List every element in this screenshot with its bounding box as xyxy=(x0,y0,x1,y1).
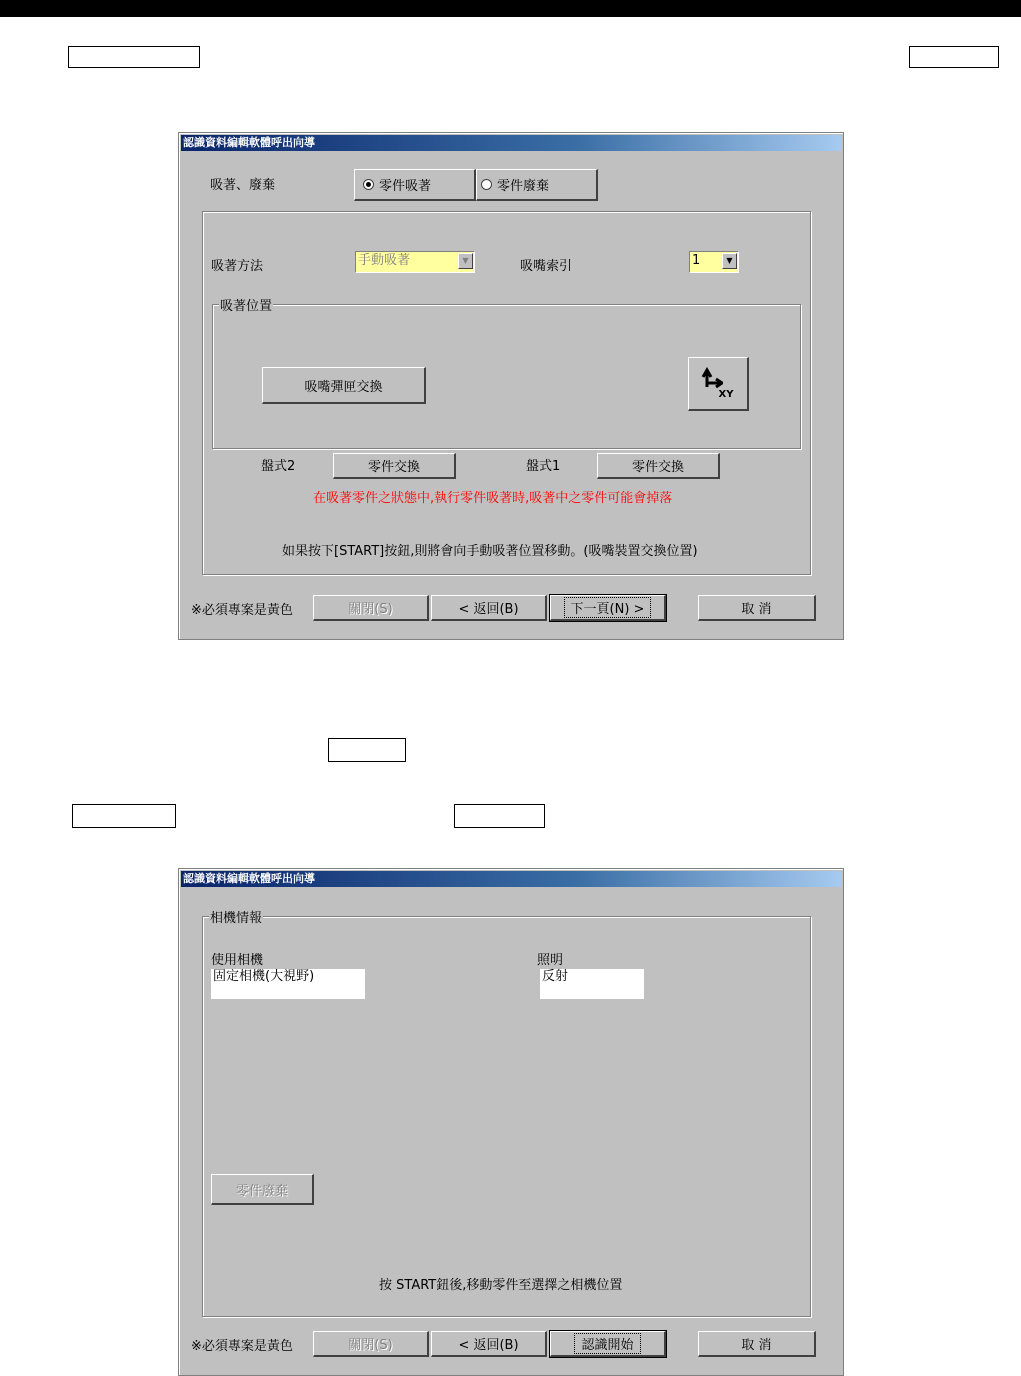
dialog-title: 認識資料編輯軟體呼出向導 xyxy=(181,135,841,151)
close-button[interactable]: 關閉(S) xyxy=(313,1331,429,1357)
tray2-exchange-button[interactable]: 零件交換 xyxy=(333,453,456,479)
tray2-label: 盤式2 xyxy=(261,459,296,474)
next-button-label: 下一頁(N) > xyxy=(564,597,652,618)
nozzle-index-label: 吸嘴索引 xyxy=(520,259,573,274)
radio-discard-label: 零件廢棄 xyxy=(497,179,550,194)
suction-method-label: 吸著方法 xyxy=(211,259,264,274)
radio-unselected-icon xyxy=(481,179,492,190)
suction-method-select[interactable] xyxy=(355,251,475,273)
xy-move-button[interactable] xyxy=(688,357,749,411)
back-button[interactable]: < 返回(B) xyxy=(431,1331,547,1357)
wizard-dialog-camera xyxy=(178,868,844,1376)
doc-label-box-5 xyxy=(454,804,545,828)
suction-discard-label: 吸著、廢棄 xyxy=(210,178,276,193)
next-button[interactable] xyxy=(550,595,666,621)
tray1-label: 盤式1 xyxy=(526,459,561,474)
dropdown-arrow-icon: ▼ xyxy=(722,253,737,269)
lighting-value: 反射 xyxy=(540,969,644,999)
radio-selected-icon xyxy=(363,179,374,190)
xy-arrow-icon xyxy=(701,367,723,389)
suction-position-title: 吸著位置 xyxy=(219,295,273,314)
doc-label-box-3 xyxy=(328,738,406,762)
required-note: ※必須專案是黃色 xyxy=(191,603,293,618)
dropdown-arrow-icon: ▼ xyxy=(458,253,473,269)
nozzle-index-select[interactable] xyxy=(689,251,739,273)
start-recognition-label: 認識開始 xyxy=(574,1333,640,1354)
nozzle-cartridge-button[interactable]: 吸嘴彈匣交換 xyxy=(262,367,426,404)
start-recognition-button[interactable] xyxy=(550,1331,666,1357)
warning-text: 在吸著零件之狀態中,執行零件吸著時,吸著中之零件可能會掉落 xyxy=(313,491,673,506)
required-note: ※必須專案是黃色 xyxy=(191,1339,293,1354)
info-text: 按 START鈕後,移動零件至選擇之相機位置 xyxy=(379,1278,623,1293)
xy-label: XY xyxy=(718,389,734,400)
radio-pick-label: 零件吸著 xyxy=(379,179,432,194)
discard-part-button[interactable]: 零件廢棄 xyxy=(211,1174,314,1205)
doc-label-box-1 xyxy=(68,46,200,68)
dialog-title: 認識資料編輯軟體呼出向導 xyxy=(181,871,841,887)
lighting-label: 照明 xyxy=(537,953,564,968)
top-black-bar xyxy=(0,0,1021,17)
camera-label: 使用相機 xyxy=(211,953,264,968)
close-button[interactable]: 關閉(S) xyxy=(313,595,429,621)
camera-info-title: 相機情報 xyxy=(209,907,263,926)
cancel-button[interactable]: 取 消 xyxy=(698,595,816,621)
info-text: 如果按下[START]按鈕,則將會向手動吸著位置移動。(吸嘴裝置交換位置) xyxy=(282,544,698,559)
nozzle-index-value: 1 xyxy=(692,253,701,268)
cancel-button[interactable]: 取 消 xyxy=(698,1331,816,1357)
doc-label-box-4 xyxy=(72,804,176,828)
wizard-dialog-pickup xyxy=(178,132,844,640)
doc-label-box-2 xyxy=(909,46,999,68)
suction-method-value: 手動吸著 xyxy=(358,253,411,268)
back-button[interactable]: < 返回(B) xyxy=(431,595,547,621)
radio-pick[interactable] xyxy=(354,169,476,201)
tray1-exchange-button[interactable]: 零件交換 xyxy=(597,453,720,479)
radio-discard[interactable] xyxy=(476,169,598,201)
camera-value: 固定相機(大視野) xyxy=(211,969,365,999)
